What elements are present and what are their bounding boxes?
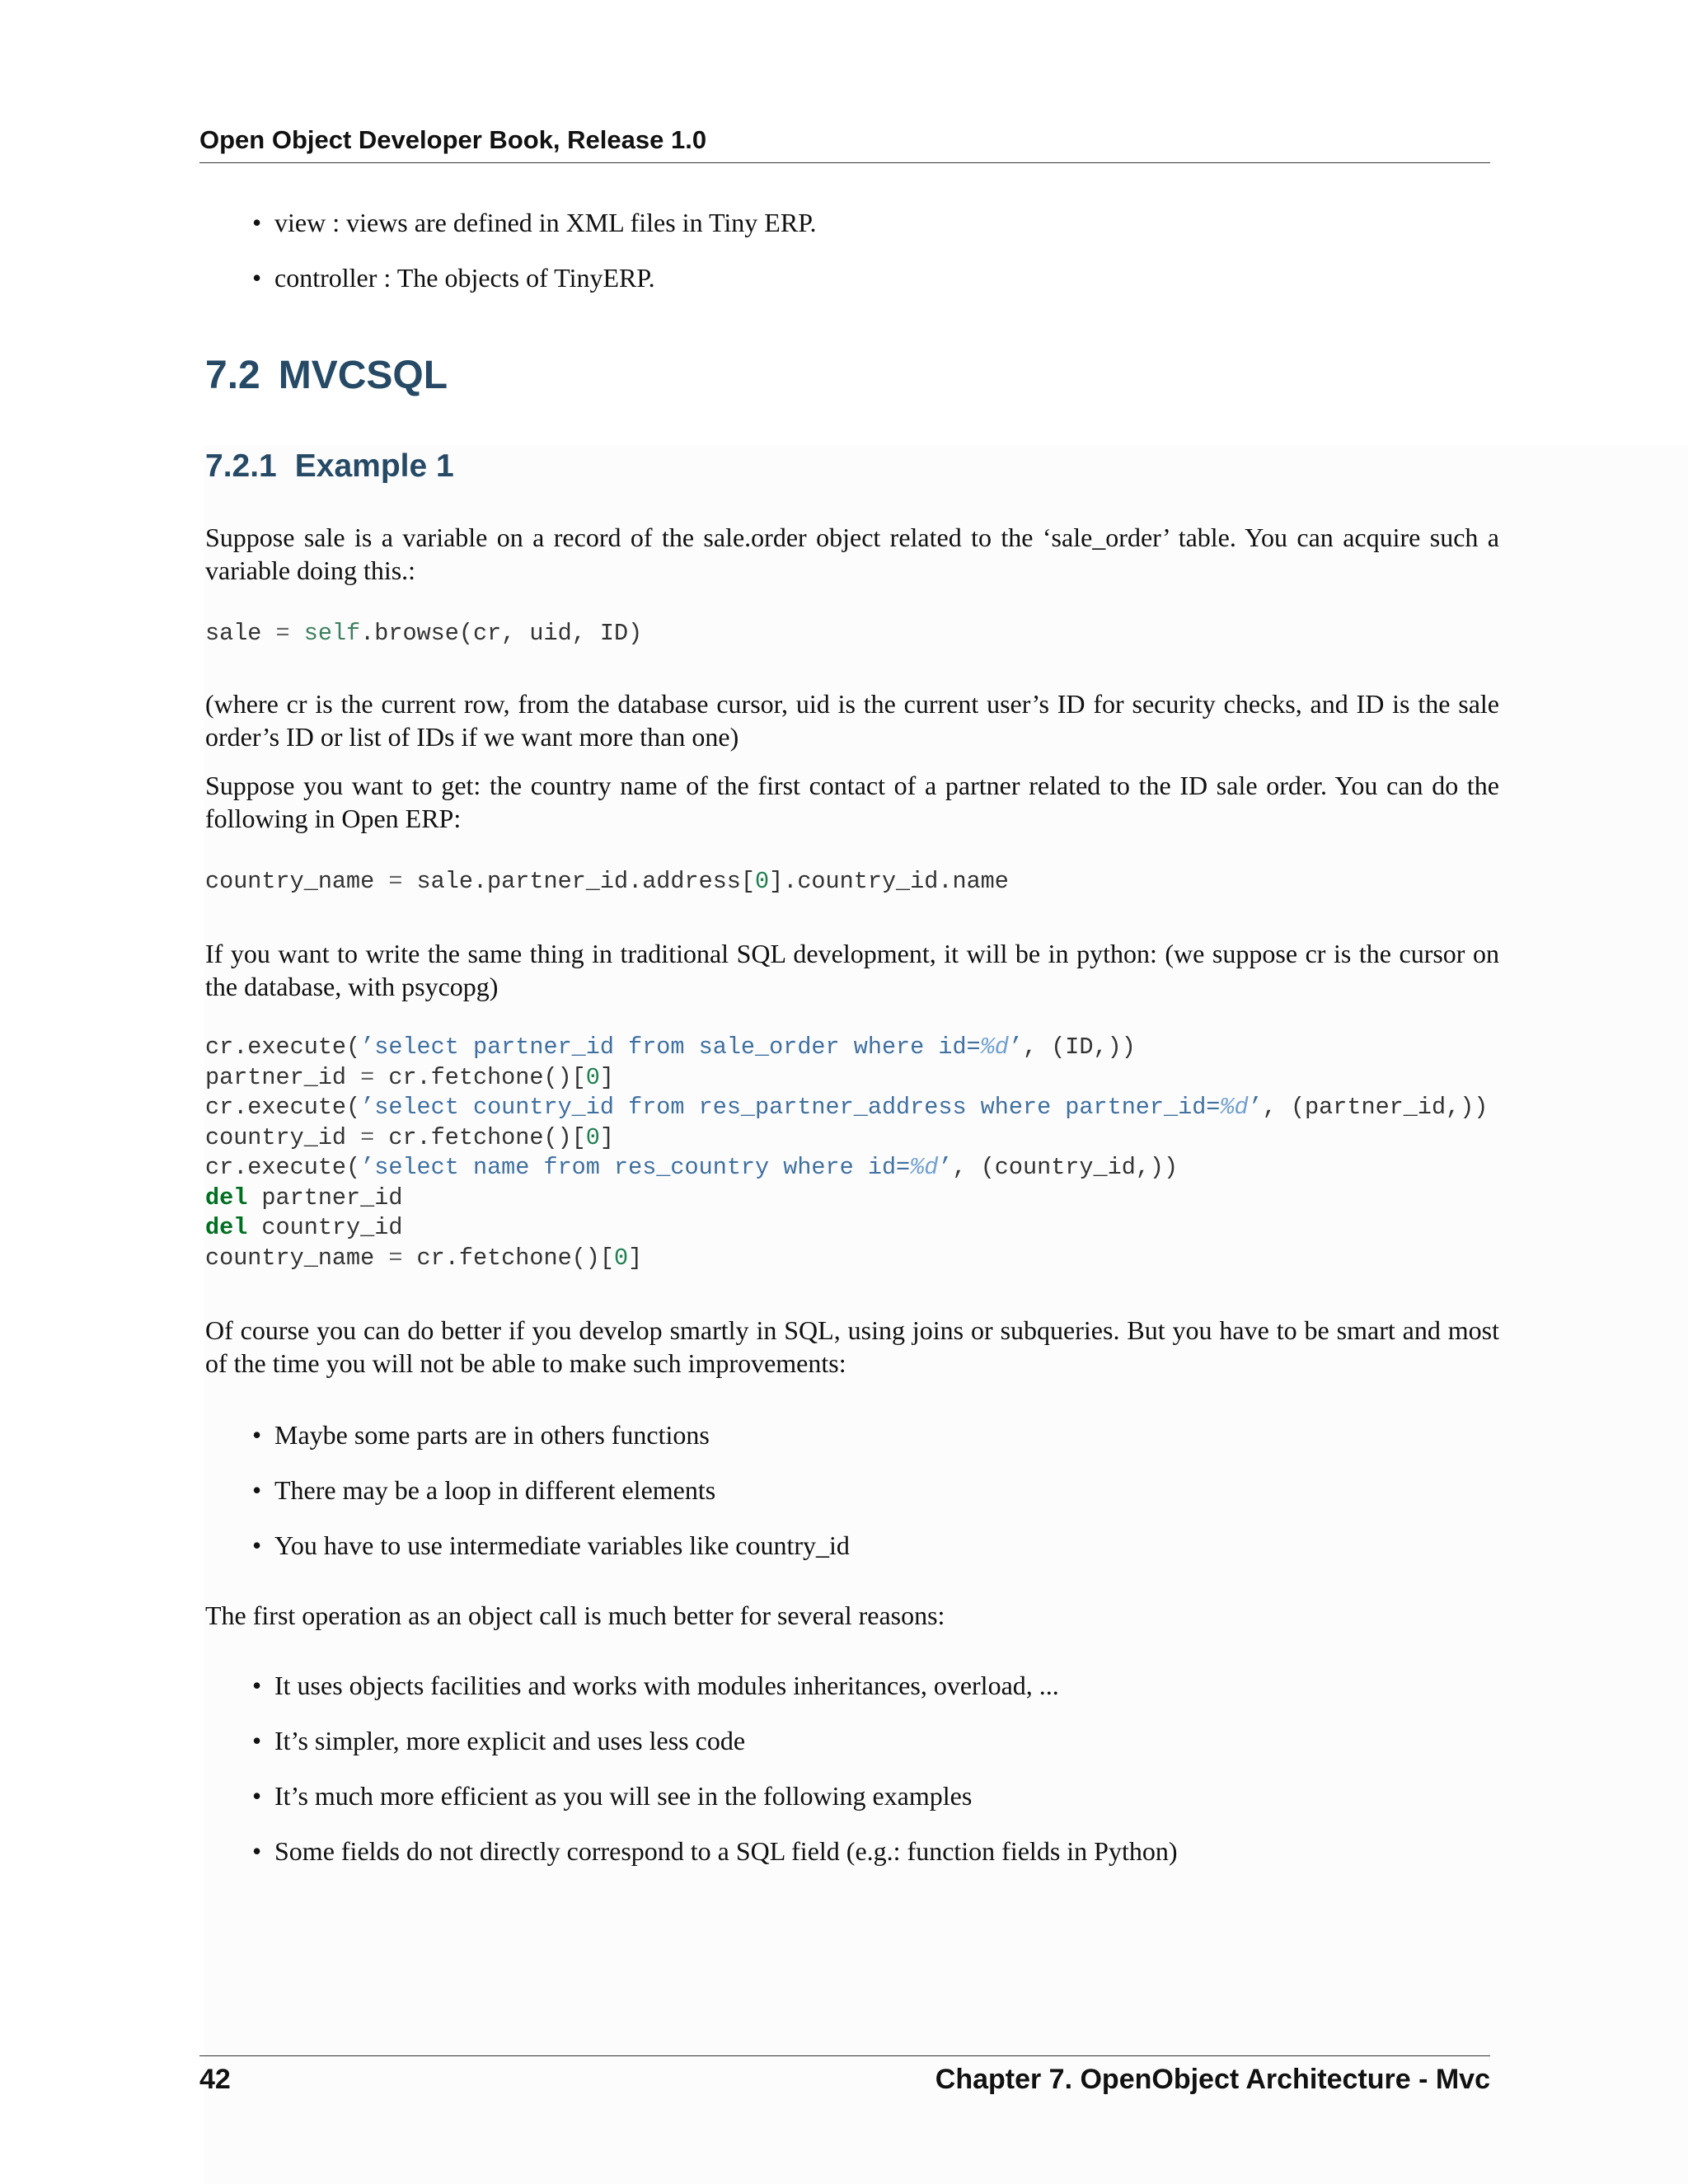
subsection-heading xyxy=(205,448,454,485)
code-block-browse: sale = self.browse(cr, uid, ID) xyxy=(205,620,643,647)
section-heading xyxy=(205,353,448,398)
running-header: Open Object Developer Book, Release 1.0 xyxy=(199,125,707,154)
code-line: cr.execute(’select partner_id from sale_order where id=%d’, (ID,)) xyxy=(205,1033,1136,1061)
code-block-sql xyxy=(205,1033,1488,1273)
list-item: • Maybe some parts are in others functions xyxy=(252,1420,710,1450)
limitation-bullet-list xyxy=(252,1418,850,1584)
code-line: del country_id xyxy=(205,1214,403,1241)
paragraph: (where cr is the current row, from the database cursor, uid is the current user’s ID for security checks, and ID is the sale order’s ID or list of IDs if we want more than one) xyxy=(205,689,1499,752)
subsection-number: 7.2.1 xyxy=(205,448,277,484)
footer-rule xyxy=(199,2055,1490,2056)
list-item: • There may be a loop in different elements xyxy=(252,1475,716,1505)
bullet-icon: • xyxy=(252,1836,262,1866)
code-line: del partner_id xyxy=(205,1183,403,1212)
bullet-icon: • xyxy=(252,1475,262,1505)
code-block-orm: country_name = sale.partner_id.address[0].country_id.name xyxy=(205,868,1009,895)
code-line: country_name = cr.fetchone()[0] xyxy=(205,1244,643,1272)
code-line: partner_id = cr.fetchone()[0] xyxy=(205,1063,615,1091)
reason-bullet-list xyxy=(252,1669,1178,1890)
running-footer xyxy=(199,2064,1490,2096)
intro-bullet-list xyxy=(252,206,816,316)
list-item: • controller : The objects of TinyERP. xyxy=(252,263,655,293)
code-line: cr.execute(’select country_id from res_partner_address where partner_id=%d’, (partner_id,)) xyxy=(205,1094,1489,1121)
paragraph: Suppose sale is a variable on a record of the sale.order object related to the ‘sale_order’ table. You can acquire such a variable doing this.: xyxy=(205,523,1499,585)
page-number: 42 xyxy=(199,2064,231,2095)
list-item: • Some fields do not directly correspond to a SQL field (e.g.: function fields in Python) xyxy=(252,1836,1178,1866)
paragraph: If you want to write the same thing in traditional SQL development, it will be in python: (we suppose cr is the cursor on the database, with psycopg) xyxy=(205,939,1499,1001)
bullet-icon: • xyxy=(252,263,262,293)
bullet-icon: • xyxy=(252,1420,262,1450)
code-line: cr.execute(’select name from res_country where id=%d’, (country_id,)) xyxy=(205,1154,1179,1181)
subsection-title: Example 1 xyxy=(294,448,454,484)
bullet-icon: • xyxy=(252,1530,262,1560)
bullet-icon: • xyxy=(252,208,262,237)
paragraph: Of course you can do better if you develop smartly in SQL, using joins or subqueries. But you have to be smart and most of the time you will not be able to make such improvements: xyxy=(205,1315,1499,1378)
header-rule xyxy=(199,162,1490,163)
list-item: • You have to use intermediate variables like country_id xyxy=(252,1530,850,1560)
paragraph: The first operation as an object call is much better for several reasons: xyxy=(205,1601,945,1630)
list-item: • view : views are defined in XML files in Tiny ERP. xyxy=(252,208,817,237)
bullet-icon: • xyxy=(252,1671,262,1700)
chapter-title: Chapter 7. OpenObject Architecture - Mvc xyxy=(935,2064,1490,2095)
section-number: 7.2 xyxy=(205,354,260,397)
bullet-icon: • xyxy=(252,1726,262,1755)
paragraph: Suppose you want to get: the country name of the first contact of a partner related to the ID sale order. You can do the following in Open ERP: xyxy=(205,771,1499,833)
bullet-icon: • xyxy=(252,1781,262,1811)
list-item: • It’s simpler, more explicit and uses less code xyxy=(252,1726,746,1755)
list-item: • It uses objects facilities and works with modules inheritances, overload, ... xyxy=(252,1671,1059,1700)
code-line: country_id = cr.fetchone()[0] xyxy=(205,1123,615,1151)
section-title: MVCSQL xyxy=(278,354,448,397)
list-item: • It’s much more efficient as you will see in the following examples xyxy=(252,1781,973,1811)
